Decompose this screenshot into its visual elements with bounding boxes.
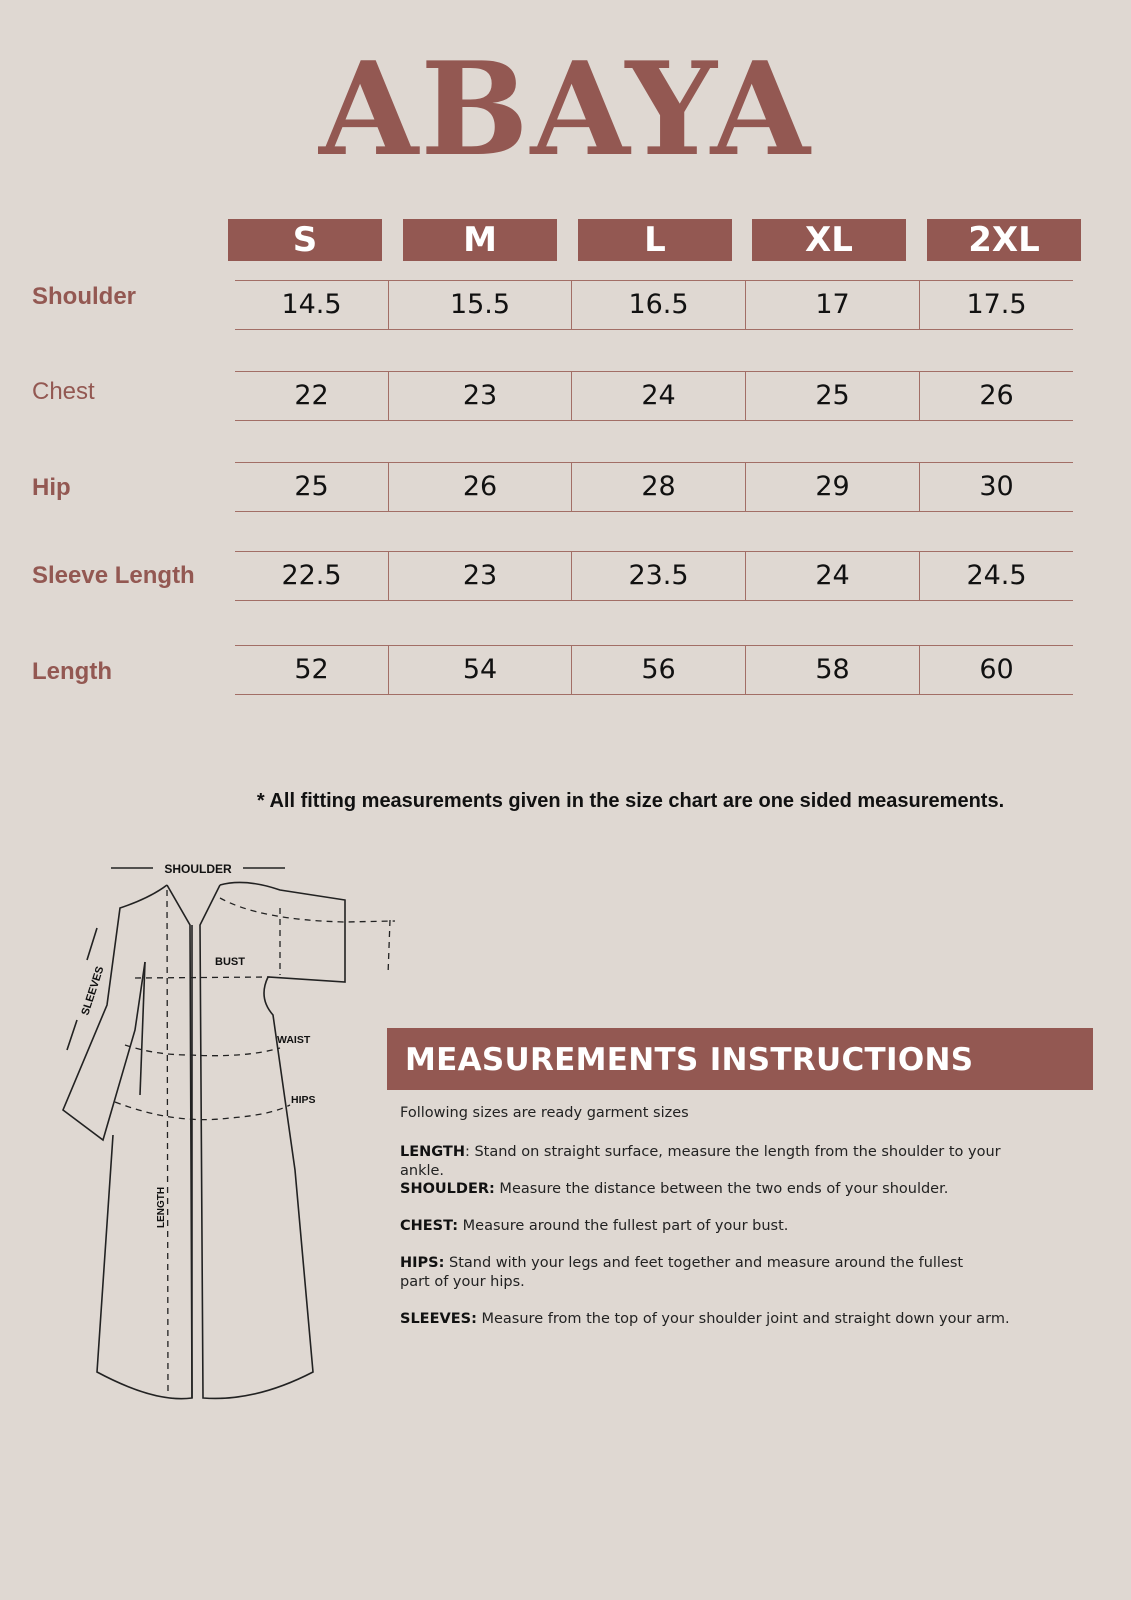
table-row-length xyxy=(235,645,1073,695)
instruction-term: SHOULDER: xyxy=(400,1181,495,1197)
instruction-text: Stand with your legs and feet together and measure around the fullest part of your hips. xyxy=(400,1255,964,1290)
cell-shoulder-s: 14.5 xyxy=(281,289,342,320)
instructions-banner xyxy=(387,1028,1093,1090)
cell-shoulder-xl: 17 xyxy=(745,281,919,329)
diagram-label-waist: WAIST xyxy=(277,1034,311,1046)
instructions-heading: MEASUREMENTS INSTRUCTIONS xyxy=(405,1042,974,1078)
cell-chest-xl: 25 xyxy=(745,372,919,420)
table-row-chest xyxy=(235,371,1073,421)
cell-sleeve-s: 22.5 xyxy=(281,560,342,591)
cell-hip-m: 26 xyxy=(388,463,571,511)
cell-sleeve-l: 23.5 xyxy=(571,552,745,600)
cell-length-m: 54 xyxy=(388,646,571,694)
shoulder-dimension-line xyxy=(111,862,285,876)
instructions-intro: Following sizes are ready garment sizes xyxy=(400,1105,689,1121)
row-label-hip: Hip xyxy=(32,474,71,501)
instruction-length xyxy=(400,1143,1040,1181)
size-tab-s: S xyxy=(228,219,382,261)
cell-chest-l: 24 xyxy=(571,372,745,420)
cell-sleeve-m: 23 xyxy=(388,552,571,600)
row-label-length: Length xyxy=(32,658,112,685)
size-tab-l: L xyxy=(578,219,732,261)
cell-chest-2xl: 26 xyxy=(919,372,1073,420)
row-label-sleeve-length: Sleeve Length xyxy=(32,562,195,589)
garment-measure-lines xyxy=(115,890,395,1395)
diagram-label-bust: BUST xyxy=(215,956,245,968)
measurement-note: * All fitting measurements given in the size chart are one sided measurements. xyxy=(256,790,1005,812)
cell-length-xl: 58 xyxy=(745,646,919,694)
instruction-term: CHEST: xyxy=(400,1218,459,1234)
cell-shoulder-m: 15.5 xyxy=(388,281,571,329)
table-row-hip xyxy=(235,462,1073,512)
size-tab-xl: XL xyxy=(752,219,906,261)
cell-chest-s: 22 xyxy=(294,380,329,411)
cell-chest-m: 23 xyxy=(388,372,571,420)
cell-hip-s: 25 xyxy=(294,471,329,502)
instruction-shoulder xyxy=(400,1180,1040,1199)
abaya-diagram xyxy=(55,850,415,1430)
instruction-hips xyxy=(400,1254,980,1292)
cell-length-2xl: 60 xyxy=(919,646,1073,694)
row-label-shoulder: Shoulder xyxy=(32,283,137,310)
instruction-term: SLEEVES: xyxy=(400,1311,477,1327)
size-tab-m: M xyxy=(403,219,557,261)
size-tab-2xl: 2XL xyxy=(927,219,1081,261)
cell-shoulder-2xl: 17.5 xyxy=(919,281,1073,329)
cell-length-s: 52 xyxy=(294,654,329,685)
cell-sleeve-xl: 24 xyxy=(745,552,919,600)
cell-shoulder-l: 16.5 xyxy=(571,281,745,329)
diagram-label-length: LENGTH xyxy=(156,1186,167,1228)
instruction-text: Measure around the fullest part of your bust. xyxy=(458,1218,789,1234)
instruction-chest xyxy=(400,1217,1040,1236)
diagram-label-hips: HIPS xyxy=(291,1094,316,1106)
instruction-term: LENGTH xyxy=(400,1144,465,1160)
cell-sleeve-2xl: 24.5 xyxy=(919,552,1073,600)
garment-outline xyxy=(63,882,345,1398)
instruction-text: : Stand on straight surface, measure the length from the shoulder to your ankle. xyxy=(400,1144,1001,1179)
instruction-term: HIPS: xyxy=(400,1255,445,1271)
cell-hip-xl: 29 xyxy=(745,463,919,511)
cell-hip-l: 28 xyxy=(571,463,745,511)
diagram-label-shoulder: SHOULDER xyxy=(164,862,232,876)
table-row-shoulder xyxy=(235,280,1073,330)
sleeve-dimension-line xyxy=(67,928,107,1050)
cell-hip-2xl: 30 xyxy=(919,463,1073,511)
table-row-sleeve-length xyxy=(235,551,1073,601)
row-label-chest: Chest xyxy=(32,378,95,405)
diagram-label-sleeves: SLEEVES xyxy=(79,964,107,1017)
instruction-text: Measure from the top of your shoulder joint and straight down your arm. xyxy=(476,1311,1010,1327)
cell-length-l: 56 xyxy=(571,646,745,694)
instruction-text: Measure the distance between the two ends of your shoulder. xyxy=(494,1181,949,1197)
page-title: ABAYA xyxy=(319,35,812,185)
instruction-sleeves xyxy=(400,1310,1040,1329)
